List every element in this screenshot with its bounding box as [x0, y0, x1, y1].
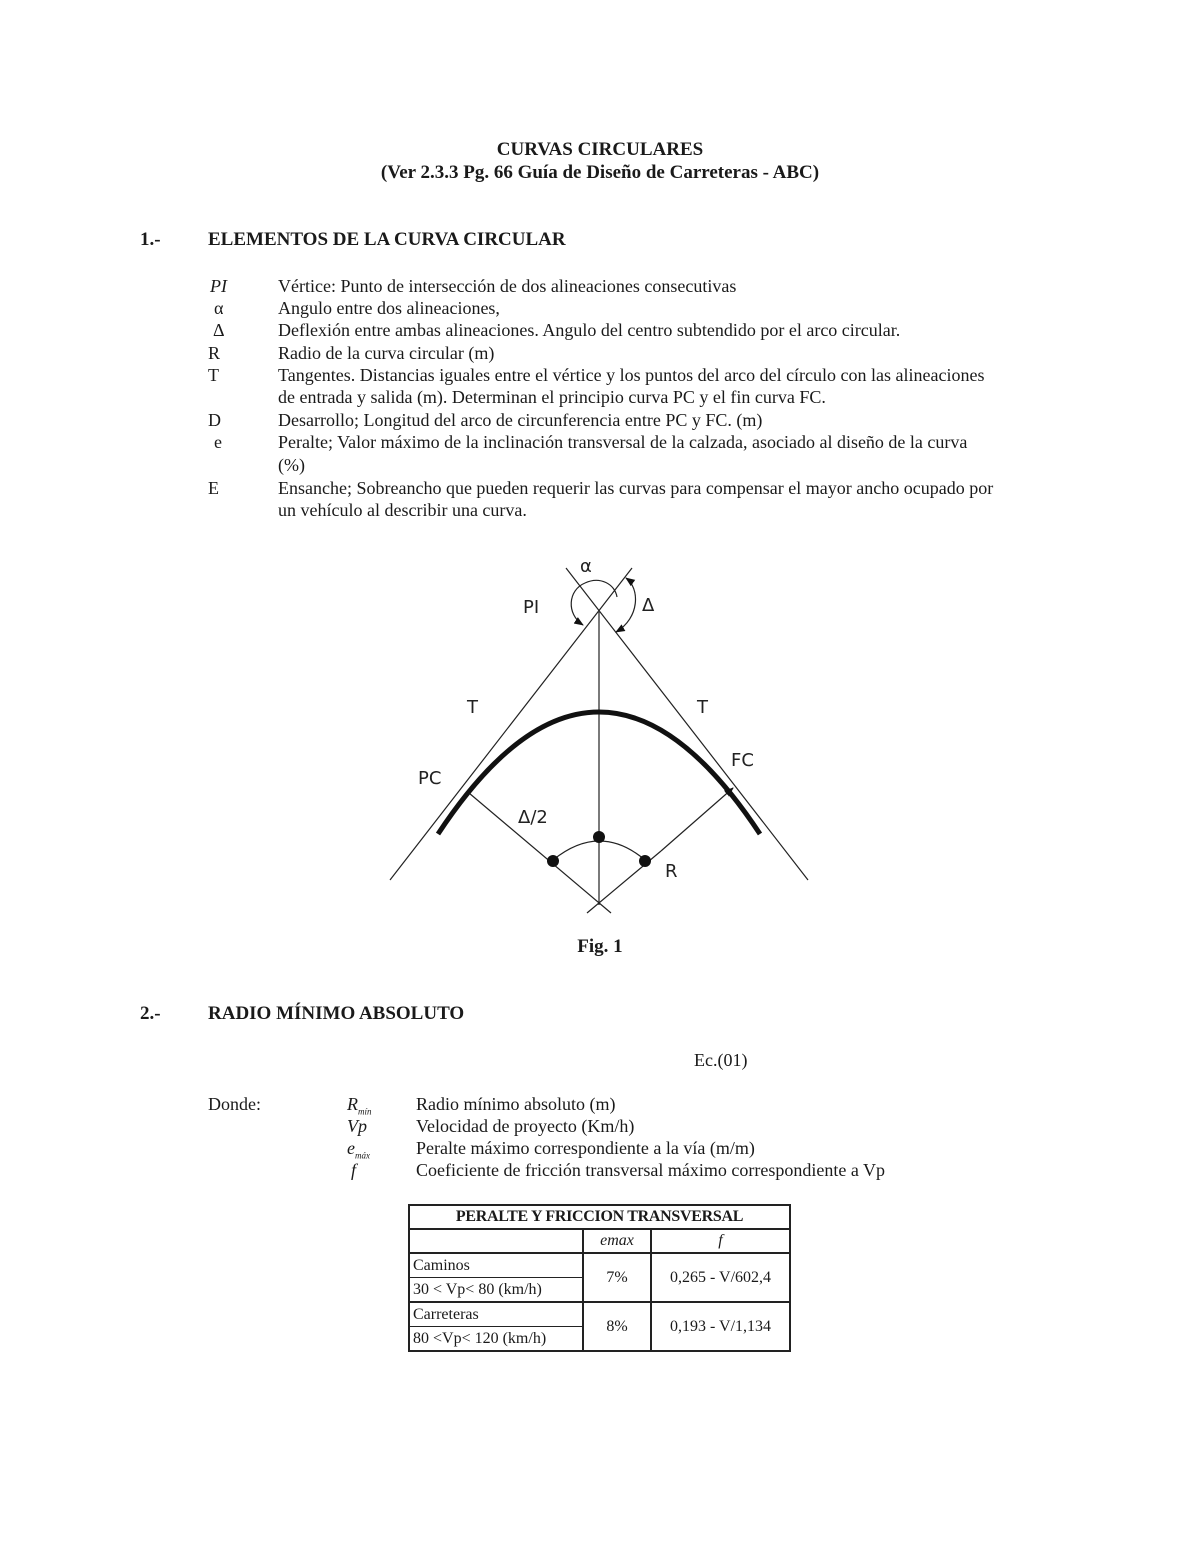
table-cell-type [409, 1253, 583, 1302]
pc-label: PC [418, 768, 442, 789]
definition-symbol: R [208, 343, 221, 363]
t-left-label: T [467, 697, 478, 718]
table-row [409, 1253, 790, 1302]
table-header-cell: f [651, 1229, 790, 1253]
definition-text: Desarrollo; Longitud del arco de circunferencia entre PC y FC. (m) [278, 410, 763, 430]
definition-text: Angulo entre dos alineaciones, [278, 298, 500, 318]
section-2-number: 2.- [140, 1003, 161, 1024]
table-cell-emax: 7% [583, 1253, 651, 1302]
definition-text: Deflexión entre ambas alineaciones. Angulo del centro subtendido por el arco circular. [278, 320, 901, 340]
section-1-heading: ELEMENTOS DE LA CURVA CIRCULAR [208, 229, 566, 250]
table-header-row [409, 1229, 790, 1253]
page-subtitle: (Ver 2.3.3 Pg. 66 Guía de Diseño de Carreteras - ABC) [380, 162, 820, 183]
variable-description: Peralte máximo correspondiente a la vía (m/m) [416, 1138, 755, 1158]
definition-text: Vértice: Punto de intersección de dos alineaciones consecutivas [278, 276, 737, 296]
definition-text: un vehículo al describir una curva. [278, 500, 527, 520]
variable-symbol: $R_{mín}$ [347, 1094, 372, 1117]
table-cell-emax: 8% [583, 1302, 651, 1351]
definition-text: de entrada y salida (m). Determinan el principio curva PC y el fin curva FC. [278, 387, 826, 407]
half-delta-label: Δ/2 [518, 807, 548, 828]
table-header-cell: emax [583, 1229, 651, 1253]
table-title-row [409, 1205, 790, 1229]
table-header-cell [409, 1229, 583, 1253]
section-1-number: 1.- [140, 229, 161, 250]
equation-reference: Ec.(01) [694, 1050, 748, 1070]
table-cell-f: 0,193 - V/1,134 [651, 1302, 790, 1351]
r-label: R [665, 861, 678, 882]
definition-symbol: PI [210, 276, 227, 296]
delta-label: Δ [642, 595, 655, 616]
variable-description: Radio mínimo absoluto (m) [416, 1094, 616, 1114]
page-title: CURVAS CIRCULARES [496, 139, 704, 160]
variable-symbol: $e_{máx}$ [347, 1138, 370, 1161]
table-cell-f: 0,265 - V/602,4 [651, 1253, 790, 1302]
table-cell-range: 80 <Vp< 120 (km/h) [413, 1330, 547, 1347]
table-cell-type-name: Caminos [410, 1254, 582, 1278]
definition-symbol: T [208, 365, 219, 385]
table-cell-range: 30 < Vp< 80 (km/h) [413, 1281, 542, 1298]
definition-text: Radio de la curva circular (m) [278, 343, 495, 363]
definition-symbol: α [214, 298, 224, 318]
figure-caption: Fig. 1 [577, 936, 623, 957]
fc-label: FC [731, 750, 754, 771]
definition-text: (%) [278, 455, 305, 475]
peralte-friccion-table [408, 1204, 791, 1352]
point-marker [593, 831, 605, 843]
radius-arrow [661, 788, 733, 851]
t-right-label: T [697, 697, 708, 718]
section-2-heading: RADIO MÍNIMO ABSOLUTO [208, 1003, 465, 1024]
variable-description: Velocidad de proyecto (Km/h) [416, 1116, 635, 1136]
definition-text: Ensanche; Sobreancho que pueden requerir las curvas para compensar el mayor ancho ocupado por [278, 478, 994, 498]
definition-text: Peralte; Valor máximo de la inclinación transversal de la calzada, asociado al diseño de la curva [278, 432, 968, 452]
variable-symbol: f [351, 1160, 357, 1180]
point-marker [547, 855, 559, 867]
table-cell-type [409, 1302, 583, 1351]
point-marker [639, 855, 651, 867]
definition-text: Tangentes. Distancias iguales entre el vértice y los puntos del arco del círculo con las alineaciones [278, 365, 985, 385]
alpha-arc [571, 580, 617, 625]
definition-symbol: E [208, 478, 219, 498]
delta-arc [616, 578, 635, 632]
definition-symbol: D [208, 410, 221, 430]
variable-symbol: Vp [347, 1116, 367, 1136]
table-title: PERALTE Y FRICCION TRANSVERSAL [409, 1205, 790, 1229]
alpha-label: α [580, 556, 592, 577]
variable-description: Coeficiente de fricción transversal máximo correspondiente a Vp [416, 1160, 885, 1180]
table-cell-type-name: Carreteras [410, 1303, 582, 1327]
pi-label: PI [523, 597, 540, 618]
definition-symbol: Δ [213, 320, 225, 340]
where-label: Donde: [208, 1094, 261, 1114]
definition-symbol: e [214, 432, 222, 452]
table-row [409, 1302, 790, 1351]
